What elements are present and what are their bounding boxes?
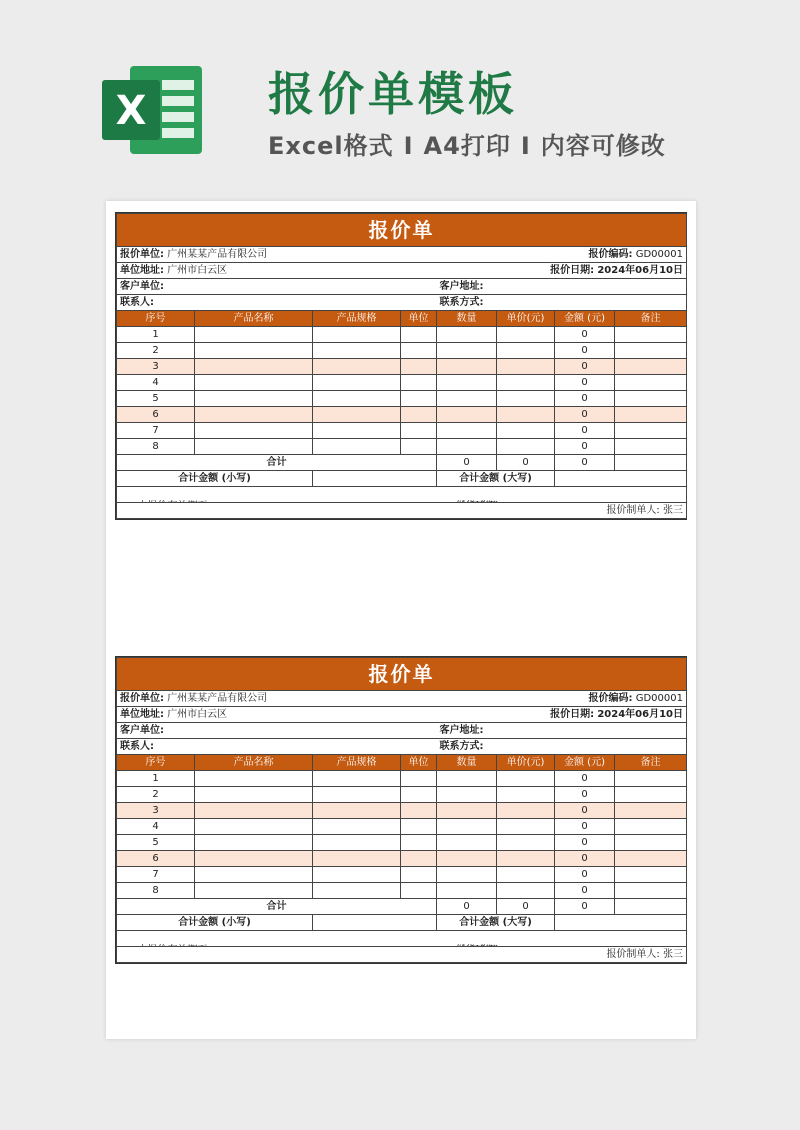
excel-logo-icon: [100, 62, 204, 158]
table-cell[interactable]: [195, 835, 313, 851]
table-cell[interactable]: [437, 407, 497, 423]
date-row: 报价日期: 2024年06月10日: [437, 263, 687, 279]
total-price: 0: [497, 455, 555, 471]
table-cell[interactable]: [195, 423, 313, 439]
table-cell[interactable]: [313, 883, 401, 899]
table-row: [117, 851, 687, 867]
row-amount-cell[interactable]: 0: [555, 803, 615, 819]
table-cell[interactable]: [195, 883, 313, 899]
table-cell[interactable]: [437, 391, 497, 407]
table-cell[interactable]: [615, 359, 687, 375]
row-number-cell[interactable]: 5: [117, 835, 195, 851]
table-row: [117, 771, 687, 787]
table-cell[interactable]: [313, 819, 401, 835]
quote-sheet-1: [115, 212, 687, 520]
table-cell[interactable]: [195, 439, 313, 455]
table-cell[interactable]: [401, 883, 437, 899]
table-cell[interactable]: [313, 803, 401, 819]
table-row: [117, 867, 687, 883]
table-cell[interactable]: [615, 819, 687, 835]
table-row: [117, 439, 687, 455]
signer-row: 报价制单人: 张三: [117, 947, 687, 963]
total-small-value[interactable]: [313, 915, 437, 931]
table-cell[interactable]: [437, 851, 497, 867]
table-cell[interactable]: [437, 883, 497, 899]
svg-text:X: X: [115, 88, 147, 134]
quote-sheet-2: [115, 656, 687, 964]
table-cell[interactable]: [615, 851, 687, 867]
table-cell[interactable]: [313, 835, 401, 851]
code-row: 报价编码: GD00001: [437, 691, 687, 707]
total-note-cell: [615, 899, 687, 915]
total-small-label: 合计金额 (小写): [117, 471, 313, 487]
table-row: [117, 819, 687, 835]
table-cell[interactable]: [195, 819, 313, 835]
table-cell[interactable]: [313, 771, 401, 787]
table-row: [117, 391, 687, 407]
table-cell[interactable]: [195, 803, 313, 819]
table-cell[interactable]: [401, 343, 437, 359]
table-cell[interactable]: [615, 407, 687, 423]
table-cell[interactable]: [437, 867, 497, 883]
row-amount-cell[interactable]: 0: [555, 343, 615, 359]
row-number-cell[interactable]: 4: [117, 375, 195, 391]
row-number-cell[interactable]: 5: [117, 391, 195, 407]
col-header: 备注: [615, 755, 687, 771]
table-cell[interactable]: [401, 375, 437, 391]
notes-section: [117, 487, 687, 503]
row-amount-cell[interactable]: 0: [555, 375, 615, 391]
row-number-cell[interactable]: 2: [117, 787, 195, 803]
table-cell[interactable]: [401, 819, 437, 835]
col-header: 单位: [401, 311, 437, 327]
table-cell[interactable]: [497, 343, 555, 359]
total-label: 合计: [117, 899, 437, 915]
table-row: [117, 359, 687, 375]
row-number-cell[interactable]: 1: [117, 327, 195, 343]
table-cell[interactable]: [437, 771, 497, 787]
row-amount-cell[interactable]: 0: [555, 883, 615, 899]
table-cell[interactable]: [437, 787, 497, 803]
table-cell[interactable]: [401, 391, 437, 407]
total-small-value[interactable]: [313, 471, 437, 487]
row-amount-cell[interactable]: 0: [555, 867, 615, 883]
table-cell[interactable]: [497, 375, 555, 391]
table-cell[interactable]: [401, 835, 437, 851]
table-cell[interactable]: [437, 375, 497, 391]
table-cell[interactable]: [497, 439, 555, 455]
table-cell[interactable]: [401, 359, 437, 375]
table-cell[interactable]: [313, 343, 401, 359]
table-cell[interactable]: [615, 439, 687, 455]
signer-row: 报价制单人: 张三: [117, 503, 687, 519]
row-number-cell[interactable]: 8: [117, 439, 195, 455]
sum-row: [117, 915, 687, 931]
table-cell[interactable]: [195, 327, 313, 343]
table-cell[interactable]: [313, 423, 401, 439]
column-header-row: [117, 311, 687, 327]
table-cell[interactable]: [497, 835, 555, 851]
table-row: [117, 803, 687, 819]
total-amount: 0: [555, 899, 615, 915]
table-cell[interactable]: [401, 407, 437, 423]
table-cell[interactable]: [615, 803, 687, 819]
column-header-row: [117, 755, 687, 771]
table-cell[interactable]: [195, 407, 313, 423]
col-header: 金额 (元): [555, 311, 615, 327]
table-cell[interactable]: [497, 819, 555, 835]
row-amount-cell[interactable]: 0: [555, 787, 615, 803]
quote-title: 报价单: [117, 214, 687, 247]
address-row: 单位地址: 广州市白云区: [117, 707, 437, 723]
row-amount-cell[interactable]: 0: [555, 771, 615, 787]
table-cell[interactable]: [313, 327, 401, 343]
col-header: 单价(元): [497, 311, 555, 327]
table-row: [117, 835, 687, 851]
table-cell[interactable]: [313, 375, 401, 391]
company-row: 报价单位: 广州某某产品有限公司: [117, 247, 437, 263]
table-cell[interactable]: [615, 787, 687, 803]
table-cell[interactable]: [401, 851, 437, 867]
col-header: 单位: [401, 755, 437, 771]
total-note-cell: [615, 455, 687, 471]
table-cell[interactable]: [195, 391, 313, 407]
code-row: 报价编码: GD00001: [437, 247, 687, 263]
col-header: 产品规格: [313, 311, 401, 327]
row-amount-cell[interactable]: 0: [555, 407, 615, 423]
table-cell[interactable]: [497, 867, 555, 883]
row-number-cell[interactable]: 2: [117, 343, 195, 359]
col-header: 产品名称: [195, 755, 313, 771]
customer-address-label: 客户地址:: [437, 279, 687, 295]
table-cell[interactable]: [401, 439, 437, 455]
page-title: 报价单模板: [268, 67, 518, 121]
table-cell[interactable]: [497, 851, 555, 867]
table-cell[interactable]: [313, 851, 401, 867]
table-cell[interactable]: [437, 835, 497, 851]
row-number-cell[interactable]: 6: [117, 851, 195, 867]
table-row: [117, 407, 687, 423]
total-amount: 0: [555, 455, 615, 471]
table-cell[interactable]: [497, 787, 555, 803]
table-cell[interactable]: [437, 359, 497, 375]
table-row: [117, 423, 687, 439]
table-cell[interactable]: [195, 343, 313, 359]
row-number-cell[interactable]: 1: [117, 771, 195, 787]
total-row: [117, 455, 687, 471]
note-validity: [121, 943, 211, 947]
address-row: 单位地址: 广州市白云区: [117, 263, 437, 279]
table-cell[interactable]: [195, 771, 313, 787]
table-row: [117, 375, 687, 391]
table-cell[interactable]: [195, 375, 313, 391]
table-cell[interactable]: [615, 343, 687, 359]
row-number-cell[interactable]: 3: [117, 803, 195, 819]
table-cell[interactable]: [497, 883, 555, 899]
note-validity: [121, 499, 211, 503]
table-cell[interactable]: [437, 343, 497, 359]
customer-label: 客户单位:: [117, 723, 437, 739]
col-header: 数量: [437, 755, 497, 771]
notes-section: [117, 931, 687, 947]
table-cell[interactable]: [615, 375, 687, 391]
table-cell[interactable]: [313, 439, 401, 455]
total-big-value[interactable]: [555, 471, 687, 487]
total-qty: 0: [437, 455, 497, 471]
contact-method-label: 联系方式:: [437, 295, 687, 311]
table-cell[interactable]: [313, 391, 401, 407]
table-cell[interactable]: [615, 835, 687, 851]
total-price: 0: [497, 899, 555, 915]
row-amount-cell[interactable]: 0: [555, 835, 615, 851]
table-cell[interactable]: [497, 327, 555, 343]
total-label: 合计: [117, 455, 437, 471]
customer-address-label: 客户地址:: [437, 723, 687, 739]
table-row: [117, 787, 687, 803]
row-number-cell[interactable]: 8: [117, 883, 195, 899]
contact-label: 联系人:: [117, 739, 437, 755]
page-subtitle: Excel格式 I A4打印 I 内容可修改: [268, 132, 666, 160]
table-cell[interactable]: [497, 391, 555, 407]
col-header: 备注: [615, 311, 687, 327]
table-cell[interactable]: [401, 803, 437, 819]
table-cell[interactable]: [615, 883, 687, 899]
col-header: 单价(元): [497, 755, 555, 771]
total-big-label: 合计金额 (大写): [437, 471, 555, 487]
table-cell[interactable]: [497, 803, 555, 819]
row-amount-cell[interactable]: 0: [555, 819, 615, 835]
table-row: [117, 327, 687, 343]
row-number-cell[interactable]: 7: [117, 423, 195, 439]
table-cell[interactable]: [615, 423, 687, 439]
total-row: [117, 899, 687, 915]
table-cell[interactable]: [195, 867, 313, 883]
table-cell[interactable]: [437, 423, 497, 439]
row-amount-cell[interactable]: 0: [555, 423, 615, 439]
total-qty: 0: [437, 899, 497, 915]
table-cell[interactable]: [401, 867, 437, 883]
col-header: 产品名称: [195, 311, 313, 327]
table-cell[interactable]: [437, 803, 497, 819]
table-cell[interactable]: [401, 787, 437, 803]
contact-method-label: 联系方式:: [437, 739, 687, 755]
row-number-cell[interactable]: 3: [117, 359, 195, 375]
table-cell[interactable]: [195, 359, 313, 375]
row-amount-cell[interactable]: 0: [555, 851, 615, 867]
table-cell[interactable]: [437, 439, 497, 455]
table-cell[interactable]: [497, 771, 555, 787]
table-cell[interactable]: [195, 851, 313, 867]
table-cell[interactable]: [615, 771, 687, 787]
table-row: [117, 883, 687, 899]
total-big-label: 合计金额 (大写): [437, 915, 555, 931]
row-amount-cell[interactable]: 0: [555, 391, 615, 407]
table-cell[interactable]: [313, 359, 401, 375]
table-cell[interactable]: [615, 867, 687, 883]
col-header: 产品规格: [313, 755, 401, 771]
table-cell[interactable]: [615, 327, 687, 343]
table-cell[interactable]: [497, 407, 555, 423]
contact-label: 联系人:: [117, 295, 437, 311]
col-header: 序号: [117, 311, 195, 327]
row-amount-cell[interactable]: 0: [555, 327, 615, 343]
table-cell[interactable]: [313, 867, 401, 883]
sum-row: [117, 471, 687, 487]
col-header: 金额 (元): [555, 755, 615, 771]
table-cell[interactable]: [437, 819, 497, 835]
row-number-cell[interactable]: 7: [117, 867, 195, 883]
table-cell[interactable]: [401, 327, 437, 343]
total-small-label: 合计金额 (小写): [117, 915, 313, 931]
col-header: 数量: [437, 311, 497, 327]
company-row: 报价单位: 广州某某产品有限公司: [117, 691, 437, 707]
banner-header: [0, 0, 800, 190]
table-cell[interactable]: [497, 359, 555, 375]
total-big-value[interactable]: [555, 915, 687, 931]
row-number-cell[interactable]: 4: [117, 819, 195, 835]
col-header: 序号: [117, 755, 195, 771]
quote-title: 报价单: [117, 658, 687, 691]
table-cell[interactable]: [401, 771, 437, 787]
table-cell[interactable]: [313, 407, 401, 423]
row-amount-cell[interactable]: 0: [555, 439, 615, 455]
row-number-cell[interactable]: 6: [117, 407, 195, 423]
table-row: [117, 343, 687, 359]
row-amount-cell[interactable]: 0: [555, 359, 615, 375]
table-cell[interactable]: [437, 327, 497, 343]
table-cell[interactable]: [497, 423, 555, 439]
table-cell[interactable]: [195, 787, 313, 803]
date-row: 报价日期: 2024年06月10日: [437, 707, 687, 723]
table-cell[interactable]: [313, 787, 401, 803]
customer-label: 客户单位:: [117, 279, 437, 295]
table-cell[interactable]: [401, 423, 437, 439]
table-cell[interactable]: [615, 391, 687, 407]
